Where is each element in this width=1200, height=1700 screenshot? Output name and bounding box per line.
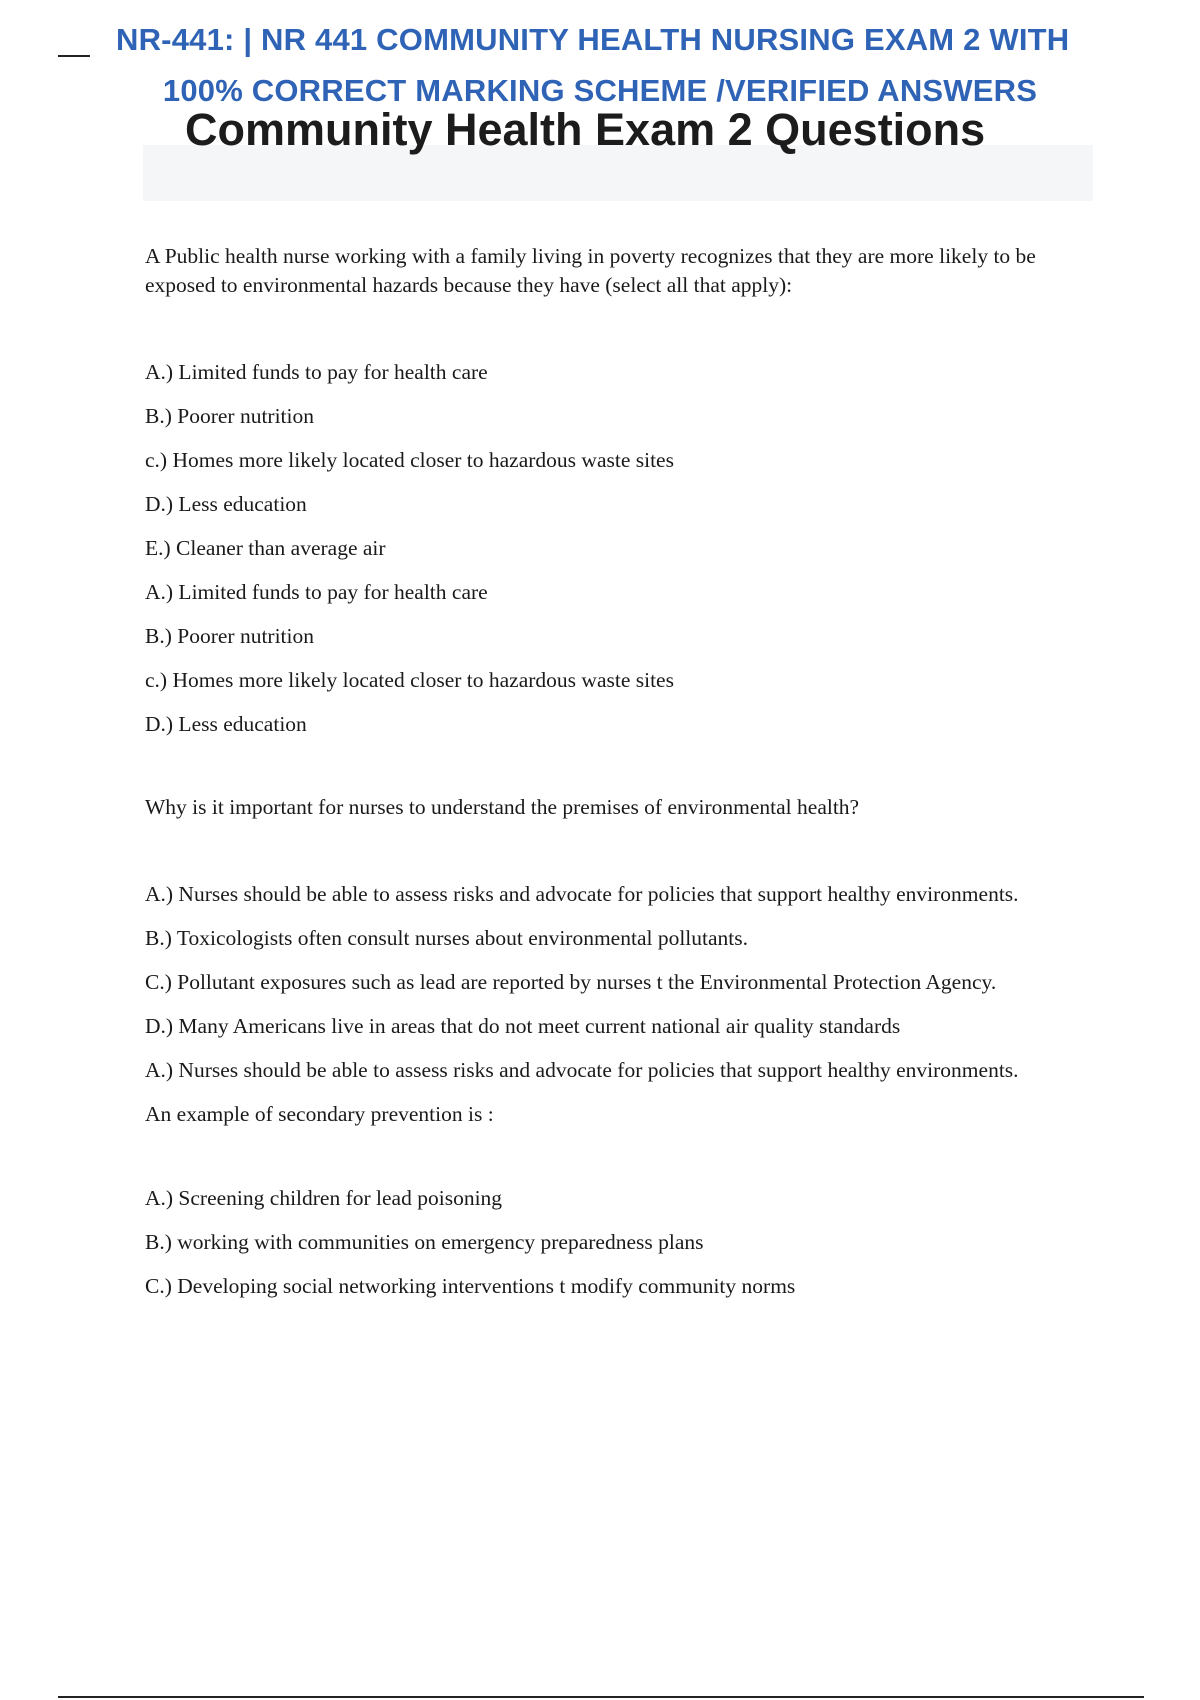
- bottom-rule: [58, 1696, 1144, 1698]
- question-3: An example of secondary prevention is :: [145, 1102, 494, 1126]
- option: A.) Nurses should be able to assess risks and advocate for policies that support healthy environments.: [145, 882, 1019, 906]
- question-1-options: [145, 358, 1045, 739]
- answer-option: D.) Less education: [145, 712, 307, 736]
- option: B.) Poorer nutrition: [145, 404, 314, 428]
- option: B.) working with communities on emergency preparedness plans: [145, 1230, 704, 1254]
- option: c.) Homes more likely located closer to hazardous waste sites: [145, 448, 674, 472]
- banner-title-line-1: NR-441: | NR 441 COMMUNITY HEALTH NURSING EXAM 2 WITH: [116, 22, 1070, 57]
- option: C.) Developing social networking interventions t modify community norms: [145, 1274, 796, 1298]
- top-dash-mark: [58, 55, 90, 57]
- option: E.) Cleaner than average air: [145, 536, 386, 560]
- option: A.) Screening children for lead poisoning: [145, 1186, 503, 1210]
- question-1: A Public health nurse working with a family living in poverty recognizes that they are more likely to be exposed to environmental hazards because they have (select all that apply):: [145, 244, 1036, 297]
- question-3-options: [145, 1184, 1045, 1301]
- document-body: [145, 242, 1045, 1316]
- answer-option: A.) Nurses should be able to assess risks and advocate for policies that support healthy environments.: [145, 1058, 1019, 1082]
- answer-option: A.) Limited funds to pay for health care: [145, 580, 488, 604]
- question-2: Why is it important for nurses to understand the premises of environmental health?: [145, 795, 860, 819]
- banner-title-line-2: 100% CORRECT MARKING SCHEME /VERIFIED ANSWERS: [162, 73, 1038, 108]
- document-title: Community Health Exam 2 Questions: [185, 104, 986, 155]
- answer-option: B.) Poorer nutrition: [145, 624, 314, 648]
- option: A.) Limited funds to pay for health care: [145, 360, 488, 384]
- question-2-options: [145, 880, 1045, 1085]
- option: D.) Many Americans live in areas that do not meet current national air quality standards: [145, 1014, 901, 1038]
- option: B.) Toxicologists often consult nurses about environmental pollutants.: [145, 926, 749, 950]
- option: C.) Pollutant exposures such as lead are reported by nurses t the Environmental Protection Agency.: [145, 970, 997, 994]
- option: D.) Less education: [145, 492, 307, 516]
- answer-option: c.) Homes more likely located closer to hazardous waste sites: [145, 668, 674, 692]
